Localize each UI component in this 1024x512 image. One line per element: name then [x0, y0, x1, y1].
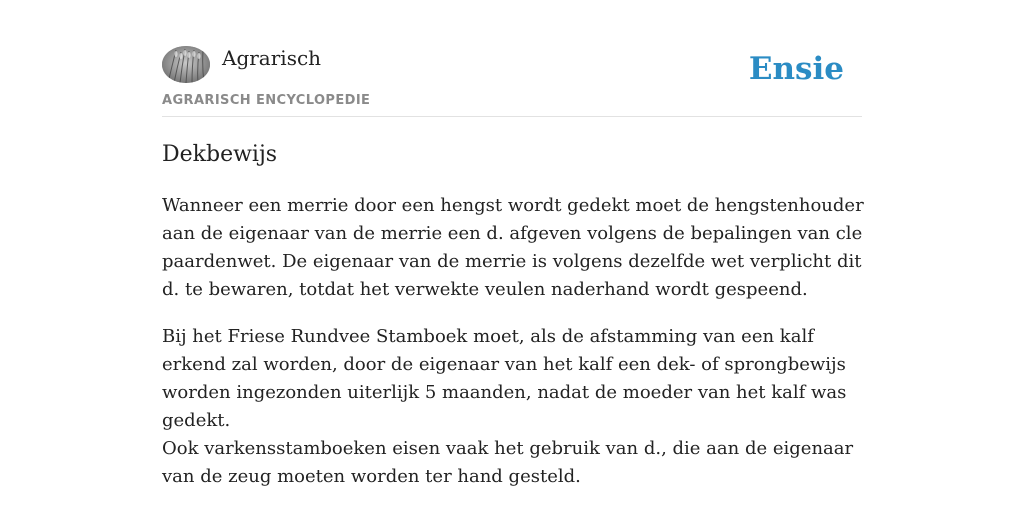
article-paragraph: Ook varkensstamboeken eisen vaak het gebruik van d., die aan de eigenaar van de zeug moeten worden ter hand gesteld.: [162, 438, 854, 487]
site-header: [162, 46, 862, 117]
article-paragraph: Wanneer een merrie door een hengst wordt gedekt moet de hengstenhouder aan de eigenaar van de merrie een d. afgeven volgens de bepalingen van cle paardenwet. De eigenaar van de merrie is volgens dezelfde wet verplicht dit d. te bewaren, totdat het verwekte veulen naderhand wordt gespeend.: [162, 195, 864, 300]
wheat-logo-icon[interactable]: [162, 46, 210, 83]
page-title: Dekbewijs: [162, 142, 278, 167]
site-subtitle: AGRARISCH ENCYCLOPEDIE: [162, 93, 371, 108]
article-paragraph: Bij het Friese Rundvee Stamboek moet, als de afstamming van een kalf erkend zal worden, door de eigenaar van het kalf een dek- of sprongbewijs worden ingezonden uiterlijk 5 maanden, nadat de moeder van het kalf was gedekt.: [162, 326, 847, 431]
site-name[interactable]: Agrarisch: [222, 46, 322, 70]
brand-logo-link[interactable]: Ensie: [748, 51, 844, 87]
